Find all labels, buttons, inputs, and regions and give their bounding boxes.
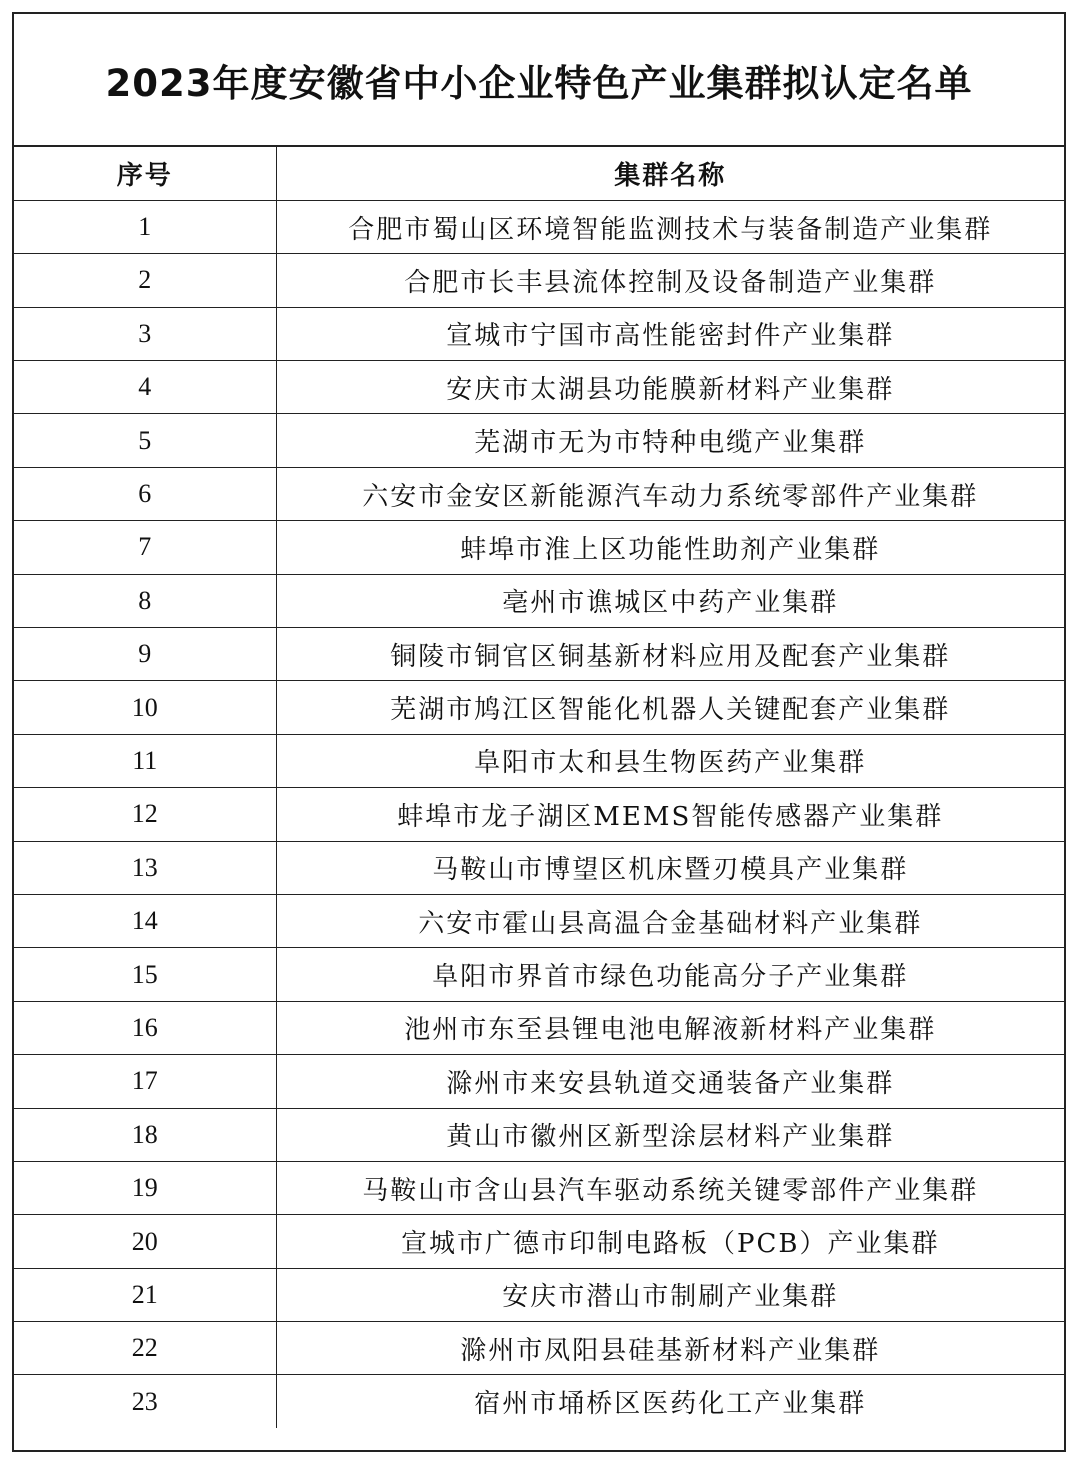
row-cluster-name: 马鞍山市博望区机床暨刃模具产业集群 (276, 841, 1064, 894)
row-index: 2 (14, 254, 276, 307)
row-cluster-name: 芜湖市鸠江区智能化机器人关键配套产业集群 (276, 681, 1064, 734)
row-index: 8 (14, 574, 276, 627)
table-row (14, 467, 1064, 520)
table-row (14, 1108, 1064, 1161)
row-index: 10 (14, 681, 276, 734)
row-index: 3 (14, 307, 276, 360)
table-row (14, 734, 1064, 787)
document-sheet (12, 12, 1066, 1452)
table-row (14, 1268, 1064, 1321)
row-cluster-name: 阜阳市太和县生物医药产业集群 (276, 734, 1064, 787)
row-cluster-name: 滁州市来安县轨道交通装备产业集群 (276, 1055, 1064, 1108)
table-row (14, 1001, 1064, 1054)
cluster-table (14, 147, 1064, 1428)
table-row (14, 1161, 1064, 1214)
row-index: 18 (14, 1108, 276, 1161)
row-cluster-name: 芜湖市无为市特种电缆产业集群 (276, 414, 1064, 467)
table-row (14, 521, 1064, 574)
table-row (14, 628, 1064, 681)
row-cluster-name: 亳州市谯城区中药产业集群 (276, 574, 1064, 627)
row-cluster-name: 蚌埠市淮上区功能性助剂产业集群 (276, 521, 1064, 574)
row-cluster-name: 宣城市宁国市高性能密封件产业集群 (276, 307, 1064, 360)
row-index: 22 (14, 1322, 276, 1375)
table-row (14, 1375, 1064, 1428)
row-index: 11 (14, 734, 276, 787)
row-index: 23 (14, 1375, 276, 1428)
table-row (14, 200, 1064, 253)
table-row (14, 574, 1064, 627)
table-row (14, 788, 1064, 841)
row-index: 19 (14, 1161, 276, 1214)
table-row (14, 948, 1064, 1001)
row-cluster-name: 蚌埠市龙子湖区MEMS智能传感器产业集群 (276, 788, 1064, 841)
row-index: 15 (14, 948, 276, 1001)
row-index: 1 (14, 200, 276, 253)
header-name: 集群名称 (276, 147, 1064, 200)
header-index: 序号 (14, 147, 276, 200)
row-cluster-name: 宿州市埇桥区医药化工产业集群 (276, 1375, 1064, 1428)
table-row (14, 414, 1064, 467)
table-row (14, 894, 1064, 947)
table-row (14, 681, 1064, 734)
row-index: 21 (14, 1268, 276, 1321)
table-row (14, 1055, 1064, 1108)
row-index: 17 (14, 1055, 276, 1108)
row-cluster-name: 安庆市潜山市制刷产业集群 (276, 1268, 1064, 1321)
row-cluster-name: 六安市金安区新能源汽车动力系统零部件产业集群 (276, 467, 1064, 520)
row-index: 14 (14, 894, 276, 947)
row-cluster-name: 安庆市太湖县功能膜新材料产业集群 (276, 361, 1064, 414)
row-cluster-name: 滁州市凤阳县硅基新材料产业集群 (276, 1322, 1064, 1375)
row-index: 4 (14, 361, 276, 414)
table-row (14, 361, 1064, 414)
row-cluster-name: 黄山市徽州区新型涂层材料产业集群 (276, 1108, 1064, 1161)
row-cluster-name: 马鞍山市含山县汽车驱动系统关键零部件产业集群 (276, 1161, 1064, 1214)
table-row (14, 841, 1064, 894)
row-cluster-name: 池州市东至县锂电池电解液新材料产业集群 (276, 1001, 1064, 1054)
row-cluster-name: 宣城市广德市印制电路板（PCB）产业集群 (276, 1215, 1064, 1268)
row-index: 16 (14, 1001, 276, 1054)
row-cluster-name: 六安市霍山县高温合金基础材料产业集群 (276, 894, 1064, 947)
row-index: 12 (14, 788, 276, 841)
table-header-row (14, 147, 1064, 200)
row-index: 5 (14, 414, 276, 467)
row-index: 7 (14, 521, 276, 574)
row-index: 9 (14, 628, 276, 681)
table-row (14, 1215, 1064, 1268)
table-row (14, 307, 1064, 360)
document-title: 2023年度安徽省中小企业特色产业集群拟认定名单 (14, 14, 1064, 147)
row-index: 20 (14, 1215, 276, 1268)
row-cluster-name: 铜陵市铜官区铜基新材料应用及配套产业集群 (276, 628, 1064, 681)
table-row (14, 254, 1064, 307)
table-row (14, 1322, 1064, 1375)
table-body (14, 200, 1064, 1428)
row-index: 13 (14, 841, 276, 894)
row-cluster-name: 合肥市蜀山区环境智能监测技术与装备制造产业集群 (276, 200, 1064, 253)
row-index: 6 (14, 467, 276, 520)
row-cluster-name: 阜阳市界首市绿色功能高分子产业集群 (276, 948, 1064, 1001)
row-cluster-name: 合肥市长丰县流体控制及设备制造产业集群 (276, 254, 1064, 307)
